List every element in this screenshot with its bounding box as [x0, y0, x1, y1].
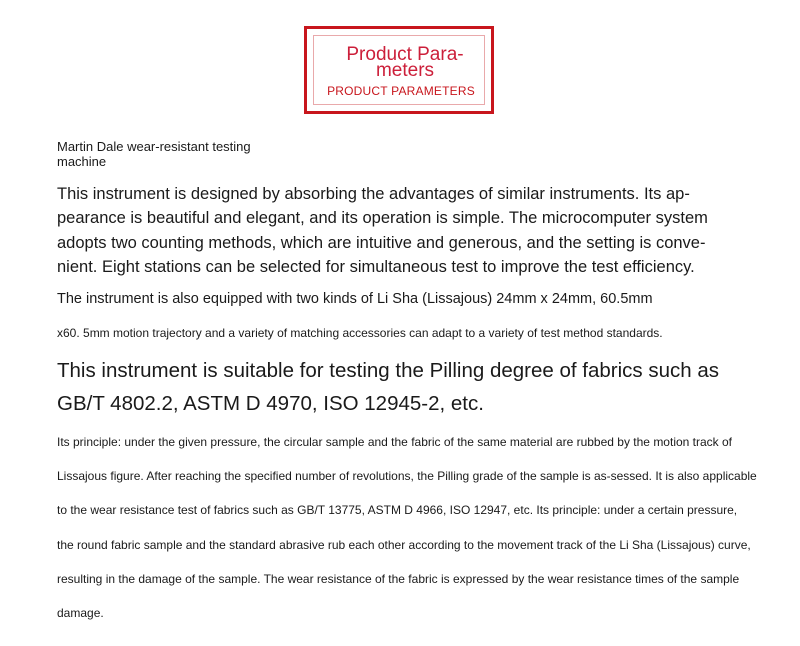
- section-header-banner: [304, 26, 494, 114]
- intro-paragraph: This instrument is designed by absorbing the advantages of similar instruments. Its ap-pearance is beautiful and elegant, and its operation is simple. The microcomputer system adopts two counting methods, which are intuitive and generous, and the setting is conve-nient. Eight stations can be selected for simultaneous test to improve the test efficiency.: [57, 185, 708, 276]
- principle-paragraph: Its principle: under the given pressure, the circular sample and the fabric of the same material are rubbed by the motion track of Lissajous figure. After reaching the specified number of revolutions, the Pilling grade of the sample is as-sessed. It is also applicable to the wear resistance test of fabrics such as GB/T 13775, ASTM D 4966, ISO 12947, etc. Its principle: under a certain pressure, the round fabric sample and the standard abrasive rub each other according to the movement track of the Li Sha (Lissajous) curve, resulting in the damage of the sample. The wear resistance of the fabric is expressed by the wear resistance times of the sample damage.: [57, 435, 757, 621]
- banner-subtitle: PRODUCT PARAMETERS: [327, 84, 475, 98]
- product-name: Martin Dale wear-resistant testing machine: [57, 139, 251, 169]
- suitability-paragraph: This instrument is suitable for testing the Pilling degree of fabrics such as GB/T 4802.2, ASTM D 4970, ISO 12945-2, etc.: [57, 359, 720, 415]
- banner-title: Product Para-meters: [346, 44, 464, 81]
- equipment-paragraph-line-2: x60. 5mm motion trajectory and a variety of matching accessories can adapt to a variety of test method standards.: [57, 326, 663, 340]
- equipment-paragraph-line-1: The instrument is also equipped with two kinds of Li Sha (Lissajous) 24mm x 24mm, 60.5mm: [57, 291, 653, 307]
